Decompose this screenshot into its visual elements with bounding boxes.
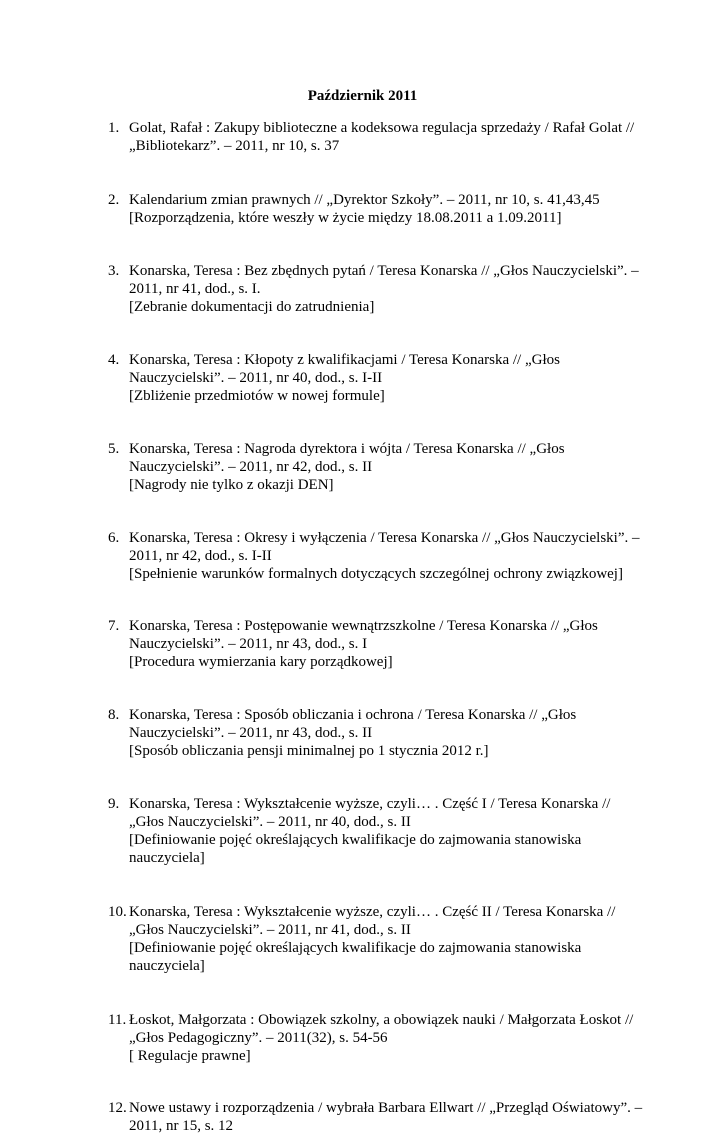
entry-line: 2011, nr 15, s. 12 <box>129 1118 234 1134</box>
entry-line: Nauczycielski”. – 2011, nr 40, dod., s. I-II <box>129 370 383 386</box>
list-item <box>108 1099 648 1135</box>
entry-number: 12. <box>108 1100 127 1116</box>
entry-line: [Definiowanie pojęć określających kwalifikacje do zajmowania stanowiska <box>129 832 582 848</box>
list-item <box>108 529 648 583</box>
list-item <box>108 903 648 975</box>
list-item <box>108 351 648 405</box>
entry-number: 10. <box>108 904 127 920</box>
entry-line: [Nagrody nie tylko z okazji DEN] <box>129 477 334 493</box>
entry-line: „Bibliotekarz”. – 2011, nr 10, s. 37 <box>129 138 340 154</box>
list-item <box>108 706 648 760</box>
entry-line: [Spełnienie warunków formalnych dotyczących szczególnej ochrony związkowej] <box>129 566 623 582</box>
bibliography-list <box>108 119 648 1135</box>
list-item <box>108 119 648 155</box>
entry-line: Konarska, Teresa : Sposób obliczania i ochrona / Teresa Konarska // „Głos <box>129 707 577 723</box>
entry-line: [Definiowanie pojęć określających kwalifikacje do zajmowania stanowiska <box>129 940 582 956</box>
entry-number: 1. <box>108 120 120 136</box>
entry-number: 9. <box>108 796 120 812</box>
entry-line: Konarska, Teresa : Wykształcenie wyższe, czyli… . Część I / Teresa Konarska // <box>129 796 611 812</box>
entry-line: 2011, nr 41, dod., s. I. <box>129 281 261 297</box>
entry-line: Konarska, Teresa : Postępowanie wewnątrzszkolne / Teresa Konarska // „Głos <box>129 618 598 634</box>
entry-line: 2011, nr 42, dod., s. I-II <box>129 548 272 564</box>
entry-line: [Zbliżenie przedmiotów w nowej formule] <box>129 388 385 404</box>
entry-line: Konarska, Teresa : Bez zbędnych pytań / Teresa Konarska // „Głos Nauczycielski”. – <box>129 263 639 279</box>
list-item <box>108 191 648 227</box>
entry-line: „Głos Nauczycielski”. – 2011, nr 41, dod., s. II <box>129 922 411 938</box>
entry-number: 2. <box>108 192 120 208</box>
list-item <box>108 617 648 671</box>
entry-line: nauczyciela] <box>129 850 205 866</box>
list-item <box>108 262 648 316</box>
entry-line: [Zebranie dokumentacji do zatrudnienia] <box>129 299 375 315</box>
entry-line: Nowe ustawy i rozporządzenia / wybrała Barbara Ellwart // „Przegląd Oświatowy”. – <box>129 1100 643 1116</box>
entry-number: 7. <box>108 618 120 634</box>
entry-number: 5. <box>108 441 120 457</box>
entry-line: Nauczycielski”. – 2011, nr 43, dod., s. II <box>129 725 373 741</box>
entry-line: [Sposób obliczania pensji minimalnej po 1 stycznia 2012 r.] <box>129 743 489 759</box>
entry-line: Konarska, Teresa : Nagroda dyrektora i wójta / Teresa Konarska // „Głos <box>129 441 565 457</box>
entry-number: 3. <box>108 263 120 279</box>
entry-line: Golat, Rafał : Zakupy biblioteczne a kodeksowa regulacja sprzedaży / Rafał Golat // <box>129 120 635 136</box>
entry-line: nauczyciela] <box>129 958 205 974</box>
entry-line: „Głos Pedagogiczny”. – 2011(32), s. 54-56 <box>129 1030 388 1046</box>
entry-line: Konarska, Teresa : Wykształcenie wyższe, czyli… . Część II / Teresa Konarska // <box>129 904 616 920</box>
entry-number: 4. <box>108 352 120 368</box>
entry-line: Konarska, Teresa : Okresy i wyłączenia / Teresa Konarska // „Głos Nauczycielski”. – <box>129 530 640 546</box>
list-item <box>108 440 648 494</box>
entry-number: 11. <box>108 1012 127 1028</box>
entry-number: 6. <box>108 530 120 546</box>
entry-number: 8. <box>108 707 120 723</box>
entry-line: Łoskot, Małgorzata : Obowiązek szkolny, a obowiązek nauki / Małgorzata Łoskot // <box>129 1012 634 1028</box>
entry-line: Kalendarium zmian prawnych // „Dyrektor Szkoły”. – 2011, nr 10, s. 41,43,45 <box>129 192 600 208</box>
document-title: Październik 2011 <box>307 88 418 104</box>
list-item <box>108 1011 648 1065</box>
list-item <box>108 795 648 867</box>
entry-line: „Głos Nauczycielski”. – 2011, nr 40, dod., s. II <box>129 814 411 830</box>
entry-line: [Rozporządzenia, które weszły w życie między 18.08.2011 a 1.09.2011] <box>129 210 562 226</box>
entry-line: [ Regulacje prawne] <box>129 1048 251 1064</box>
entry-line: [Procedura wymierzania kary porządkowej] <box>129 654 393 670</box>
entry-line: Nauczycielski”. – 2011, nr 42, dod., s. II <box>129 459 373 475</box>
entry-line: Nauczycielski”. – 2011, nr 43, dod., s. I <box>129 636 368 652</box>
entry-line: Konarska, Teresa : Kłopoty z kwalifikacjami / Teresa Konarska // „Głos <box>129 352 560 368</box>
